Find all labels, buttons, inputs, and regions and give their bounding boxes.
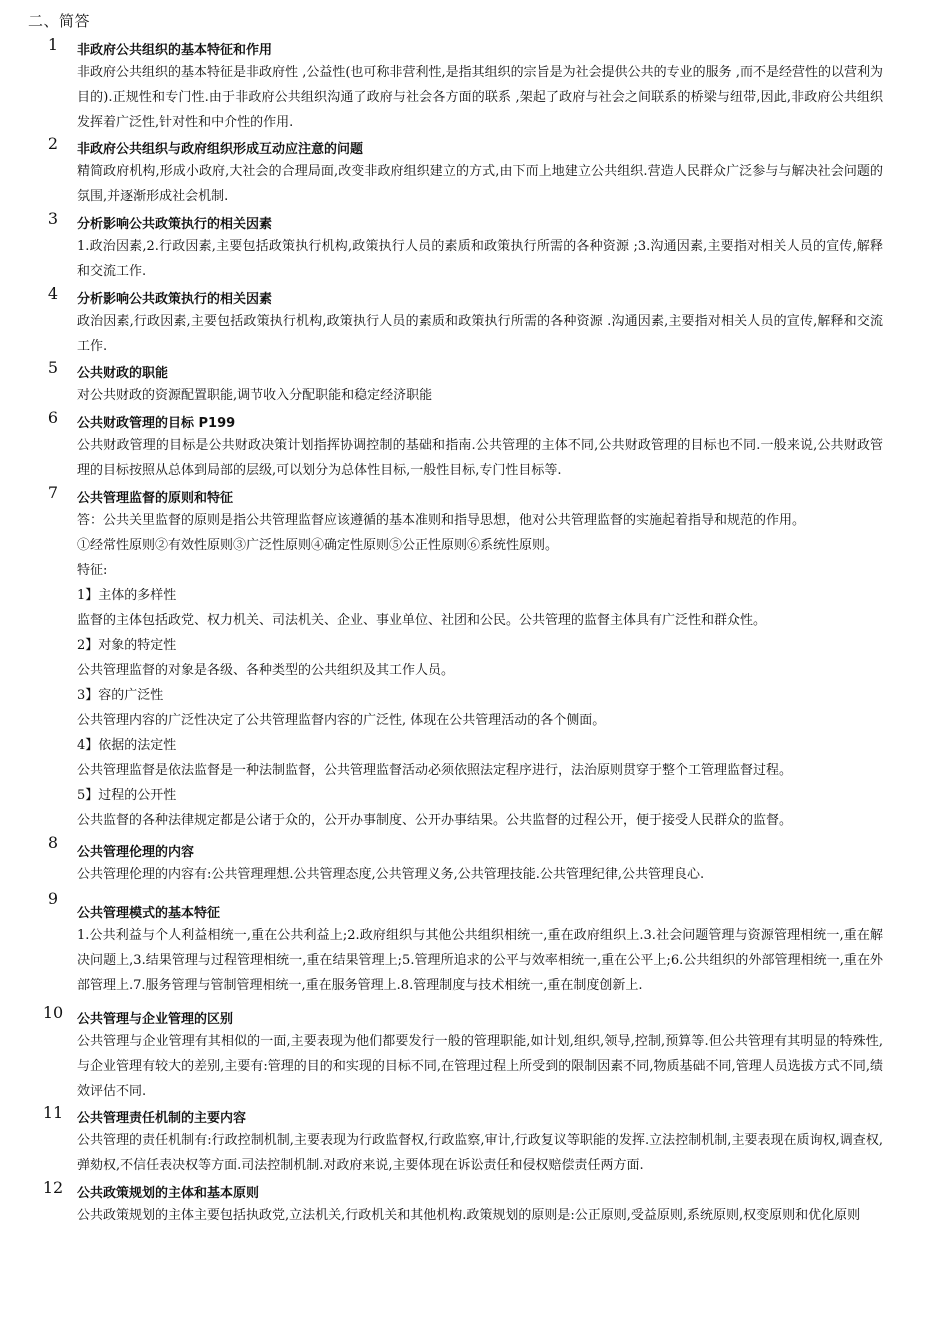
question-answer: 公共管理的责任机制有:行政控制机制,主要表现为行政监督权,行政监察,审计,行政复议等职能的发挥.立法控制机制,主要表现在质询权,调查权,弹劾权,不信任表决权等方面.司法控制机制.对政府来说,主要体现在诉讼责任和侵权赔偿责任两方面. bbox=[77, 1133, 883, 1173]
question-answer: 公共管理与企业管理有其相似的一面,主要表现为他们都要发行一般的管理职能,如计划,组织,领导,控制,预算等.但公共管理有其明显的特殊性,与企业管理有较大的差别,主要有:管理的目的和实现的目标不同,在管理过程上所受到的限制因素不同,物质基础不同,管理人员选拔方式不同,绩效评估不同. bbox=[77, 1034, 883, 1099]
feature-heading: 4】依据的法定性 bbox=[77, 738, 177, 753]
question-title: 非政府公共组织与政府组织形成互动应注意的问题 bbox=[77, 142, 364, 157]
question-title: 公共政策规划的主体和基本原则 bbox=[77, 1186, 260, 1201]
question-number: 1 bbox=[47, 35, 59, 54]
answer-line: 公共管理监督的对象是各级、各种类型的公共组织及其工作人员。 bbox=[77, 663, 455, 678]
answer-line: 公共管理内容的广泛性决定了公共管理监督内容的广泛性, 体现在公共管理活动的各个侧面。 bbox=[77, 713, 606, 728]
answer-line: 监督的主体包括政党、权力机关、司法机关、企业、事业单位、社团和公民。公共管理的监督主体具有广泛性和群众性。 bbox=[77, 613, 767, 628]
question-title: 公共管理模式的基本特征 bbox=[77, 906, 221, 921]
question-answer: 政治因素,行政因素,主要包括政策执行机构,政策执行人员的素质和政策执行所需的各种资源 .沟通因素,主要指对相关人员的宣传,解释和交流工作. bbox=[77, 314, 883, 354]
answer-line: 特征: bbox=[77, 563, 108, 578]
question-number: 2 bbox=[47, 134, 59, 153]
question-answer: 公共政策规划的主体主要包括执政党,立法机关,行政机关和其他机构.政策规划的原则是:公正原则,受益原则,系统原则,权变原则和优化原则 bbox=[77, 1208, 861, 1223]
answer-line: 公共管理监督是依法监督是一种法制监督，公共管理监督活动必须依照法定程序进行，法治原则贯穿于整个工管理监督过程。 bbox=[77, 763, 793, 778]
question-title: 非政府公共组织的基本特征和作用 bbox=[77, 43, 273, 58]
feature-heading: 1】主体的多样性 bbox=[77, 588, 177, 603]
question-number: 3 bbox=[47, 209, 59, 228]
feature-heading: 5】过程的公开性 bbox=[77, 788, 177, 803]
question-title: 公共财政的职能 bbox=[77, 366, 169, 381]
answer-line: 答：公共关里监督的原则是指公共管理监督应该遵循的基本准则和指导思想，他对公共管理监督的实施起着指导和规范的作用。 bbox=[77, 513, 806, 528]
question-number: 5 bbox=[47, 358, 59, 377]
question-answer bbox=[77, 508, 883, 833]
question-answer: 1.公共利益与个人利益相统一,重在公共利益上;2.政府组织与其他公共组织相统一,重在政府组织上.3.社会问题管理与资源管理相统一,重在解决问题上,3.结果管理与过程管理相统一,重在结果管理上;5.管理所追求的公平与效率相统一,重在公平上;6.公共组织的外部管理相统一,重在外部管理上.7.服务管理与管制管理相统一,重在服务管理上.8.管理制度与技术相统一,重在制度创新上. bbox=[77, 928, 883, 993]
question-number: 7 bbox=[47, 483, 59, 502]
question-number: 9 bbox=[47, 889, 59, 908]
question-number: 10 bbox=[42, 1003, 64, 1022]
feature-heading: 2】对象的特定性 bbox=[77, 638, 177, 653]
question-answer: 精简政府机构,形成小政府,大社会的合理局面,改变非政府组织建立的方式,由下而上地建立公共组织.营造人民群众广泛参与与解决社会问题的氛围,并逐渐形成社会机制. bbox=[77, 164, 883, 204]
section-title: 二、简答 bbox=[28, 12, 91, 30]
question-number: 6 bbox=[47, 408, 59, 427]
question-answer: 非政府公共组织的基本特征是非政府性 ,公益性(也可称非营利性,是指其组织的宗旨是为社会提供公共的专业的服务 ,而不是经营性的以营利为目的).正规性和专门性.由于非政府公共组织沟通了政府与社会各方面的联系 ,架起了政府与社会之间联系的桥梁与纽带,因此,非政府公共组织发挥着广泛性,针对性和中介性的作用. bbox=[77, 65, 883, 130]
question-number: 11 bbox=[42, 1103, 64, 1122]
question-number: 4 bbox=[47, 284, 59, 303]
answer-line: ①经常性原则②有效性原则③广泛性原则④确定性原则⑤公正性原则⑥系统性原则。 bbox=[77, 538, 559, 553]
question-answer: 1.政治因素,2.行政因素,主要包括政策执行机构,政策执行人员的素质和政策执行所需的各种资源 ;3.沟通因素,主要指对相关人员的宣传,解释和交流工作. bbox=[77, 239, 883, 279]
feature-heading: 3】容的广泛性 bbox=[77, 688, 164, 703]
question-answer: 公共财政管理的目标是公共财政决策计划指挥协调控制的基础和指南.公共管理的主体不同,公共财政管理的目标也不同.一般来说,公共财政管理的目标按照从总体到局部的层级,可以划分为总体性目标,一般性目标,专门性目标等. bbox=[77, 438, 883, 478]
question-title: 分析影响公共政策执行的相关因素 bbox=[77, 292, 273, 307]
question-number: 8 bbox=[47, 833, 59, 852]
question-number: 12 bbox=[42, 1178, 64, 1197]
question-answer: 公共管理伦理的内容有:公共管理理想.公共管理态度,公共管理义务,公共管理技能.公共管理纪律,公共管理良心. bbox=[77, 867, 705, 882]
question-title: 公共管理责任机制的主要内容 bbox=[77, 1111, 247, 1126]
question-title: 公共管理与企业管理的区别 bbox=[77, 1012, 234, 1027]
question-title: 分析影响公共政策执行的相关因素 bbox=[77, 217, 273, 232]
answer-line: 公共监督的各种法律规定都是公诸于众的，公开办事制度、公开办事结果。公共监督的过程公开，便于接受人民群众的监督。 bbox=[77, 813, 793, 828]
question-answer: 对公共财政的资源配置职能,调节收入分配职能和稳定经济职能 bbox=[77, 388, 433, 403]
question-title: 公共管理伦理的内容 bbox=[77, 845, 195, 860]
question-title: 公共财政管理的目标 P199 bbox=[77, 416, 236, 431]
question-title: 公共管理监督的原则和特征 bbox=[77, 491, 234, 506]
